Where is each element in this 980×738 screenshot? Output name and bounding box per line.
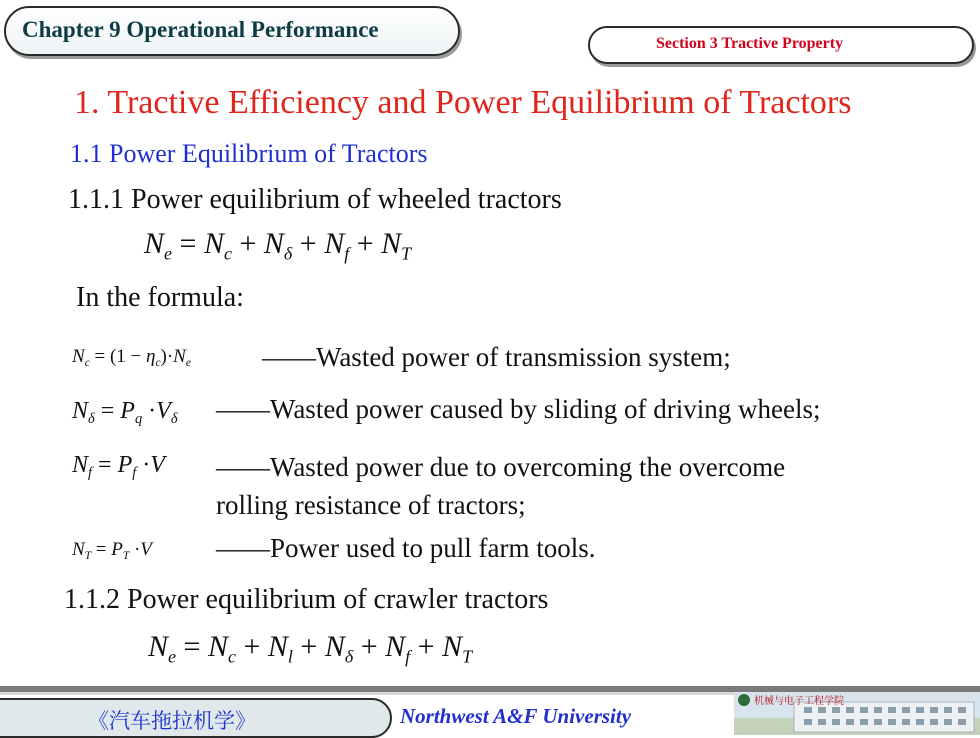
desc-text: Power used to pull farm tools. — [270, 533, 596, 563]
dash: —— — [216, 452, 270, 482]
equation-wheeled: $N_e = N_c + N_\delta + N_f + N_T$ — [144, 227, 412, 264]
equation-sliding-loss: $N_\delta = P_q \cdot V_\delta$ — [72, 398, 178, 428]
desc-text: Wasted power caused by sliding of driving wheels; — [270, 394, 821, 424]
equation-crawler: $N_e = N_c + N_l + N_\delta + N_f + N_T$ — [148, 630, 473, 667]
desc-sliding — [216, 394, 820, 425]
main-heading: 1. Tractive Efficiency and Power Equilibrium of Tractors — [74, 84, 852, 121]
course-tab — [0, 698, 392, 738]
subsection-crawler: 1.1.2 Power equilibrium of crawler tractors — [64, 584, 549, 615]
equation-traction-power: $N_T = P_T \cdot V$ — [72, 539, 152, 562]
equation-rolling-loss: $N_f = P_f \cdot V$ — [72, 452, 165, 482]
equation-transmission-loss: $N_c = (1 - \eta_c)\cdot N_e$ — [72, 346, 191, 369]
section-title: Section 3 Tractive Property — [656, 35, 844, 52]
university-name: Northwest A&F University — [400, 704, 632, 728]
college-building-logo — [734, 692, 980, 735]
desc-rolling-cont: rolling resistance of tractors; — [216, 490, 526, 520]
chapter-tab — [4, 6, 460, 56]
course-title: 《汽车拖拉机学》 — [88, 709, 256, 733]
formula-intro: In the formula: — [76, 282, 244, 313]
desc-text: Wasted power of transmission system; — [316, 342, 731, 372]
desc-transmission — [262, 342, 731, 373]
subsection-wheeled: 1.1.1 Power equilibrium of wheeled tractors — [68, 184, 562, 215]
dash: —— — [216, 394, 270, 424]
desc-text: Wasted power due to overcoming the overcome — [270, 452, 786, 482]
dash: —— — [262, 342, 316, 372]
desc-traction — [216, 533, 595, 564]
chapter-title: Chapter 9 Operational Performance — [22, 17, 379, 42]
logo-caption: 机械与电子工程学院 — [754, 696, 844, 707]
sub-heading: 1.1 Power Equilibrium of Tractors — [70, 139, 428, 168]
dash: —— — [216, 533, 270, 563]
section-tab — [588, 26, 974, 64]
desc-rolling — [216, 452, 785, 483]
